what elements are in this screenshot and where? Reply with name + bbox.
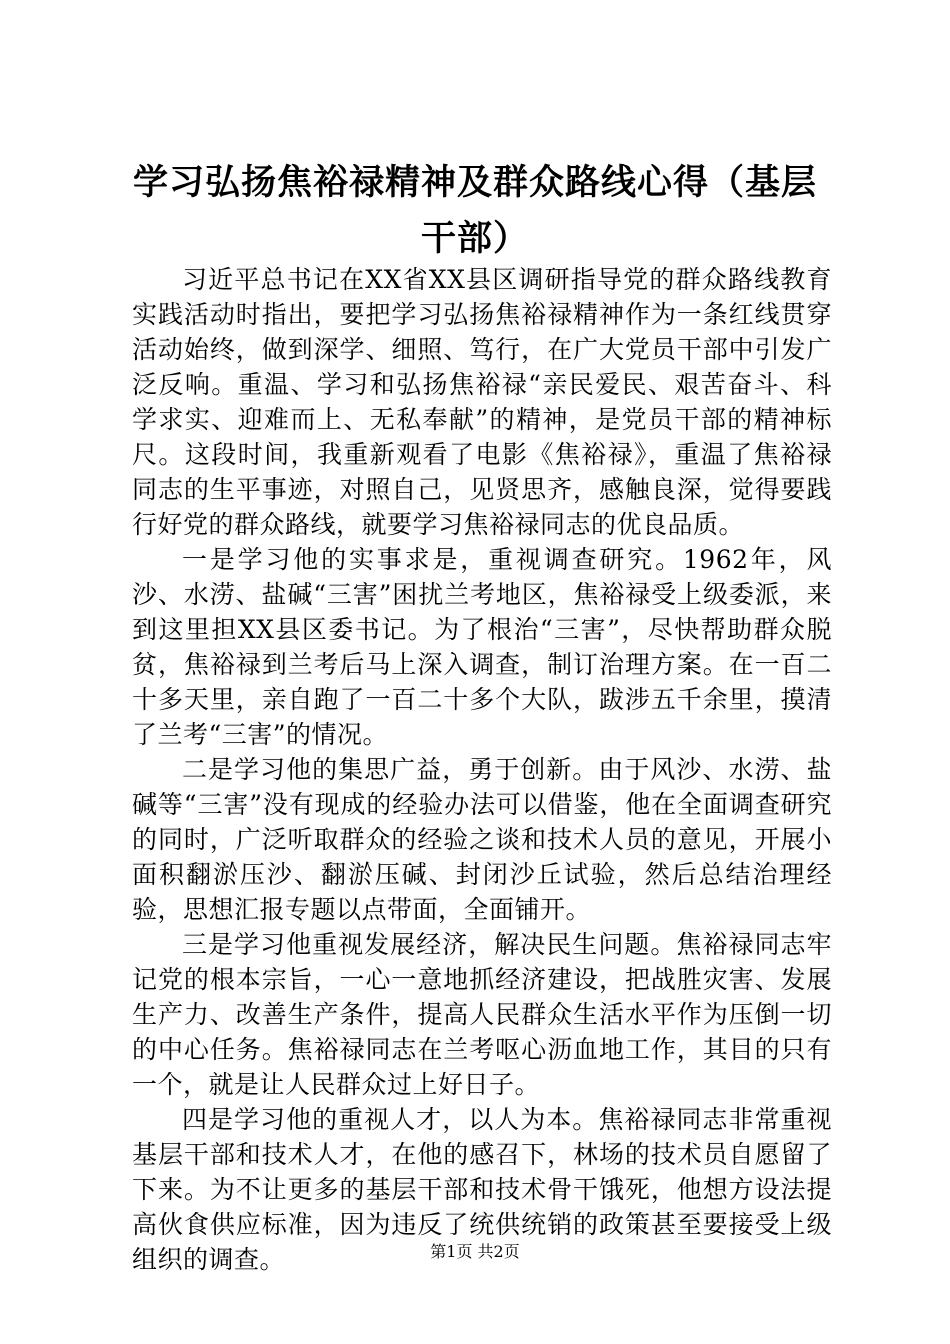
paragraph-intro: 习近平总书记在XX省XX县区调研指导党的群众路线教育实践活动时指出，要把学习弘扬焦裕禄精神作为一条红线贯穿活动始终，做到深学、细照、笃行，在广大党员干部中引发广泛反响。重温、学习和弘扬焦裕禄“亲民爱民、艰苦奋斗、科学求实、迎难而上、无私奉献”的精神，是党员干部的精神标尺。这段时间，我重新观看了电影《焦裕禄》，重温了焦裕禄同志的生平事迹，对照自己，见贤思齐，感触良深，觉得要践行好党的群众路线，就要学习焦裕禄同志的优良品质。 xyxy=(132,265,832,539)
paragraph-point-one: 一是学习他的实事求是，重视调查研究。1962年，风沙、水涝、盐碱“三害”困扰兰考地区，焦裕禄受上级委派，来到这里担XX县区委书记。为了根治“三害”，尽快帮助群众脱贫，焦裕禄到兰考后马上深入调查，制订治理方案。在一百二十多天里，亲自跑了一百二十多个大队，跋涉五千余里，摸清了兰考“三害”的情况。 xyxy=(132,545,832,749)
page-number-footer: 第1页 共2页 xyxy=(430,1242,520,1261)
paragraph-point-two: 二是学习他的集思广益，勇于创新。由于风沙、水涝、盐碱等“三害”没有现成的经验办法可以借鉴，他在全面调查研究的同时，广泛听取群众的经验之谈和技术人员的意见，开展小面积翻淤压沙、翻淤压碱、封闭沙丘试验，然后总结治理经验，思想汇报专题以点带面，全面铺开。 xyxy=(132,755,832,924)
document-body xyxy=(132,262,832,1277)
page-title: 学习弘扬焦裕禄精神及群众路线心得（基层干部） xyxy=(132,163,817,259)
paragraph-point-four: 四是学习他的重视人才，以人为本。焦裕禄同志非常重视基层干部和技术人才，在他的感召下，林场的技术员自愿留了下来。为不让更多的基层干部和技术骨干饿死，他想方设法提高伙食供应标准，因为违反了统供统销的政策甚至要接受上级组织的调查。 xyxy=(132,1105,832,1274)
paragraph-point-three: 三是学习他重视发展经济，解决民生问题。焦裕禄同志牢记党的根本宗旨，一心一意地抓经济建设，把战胜灾害、发展生产力、改善生产条件，提高人民群众生活水平作为压倒一切的中心任务。焦裕禄同志在兰考呕心沥血地工作，其目的只有一个，就是让人民群众过上好日子。 xyxy=(132,930,832,1099)
